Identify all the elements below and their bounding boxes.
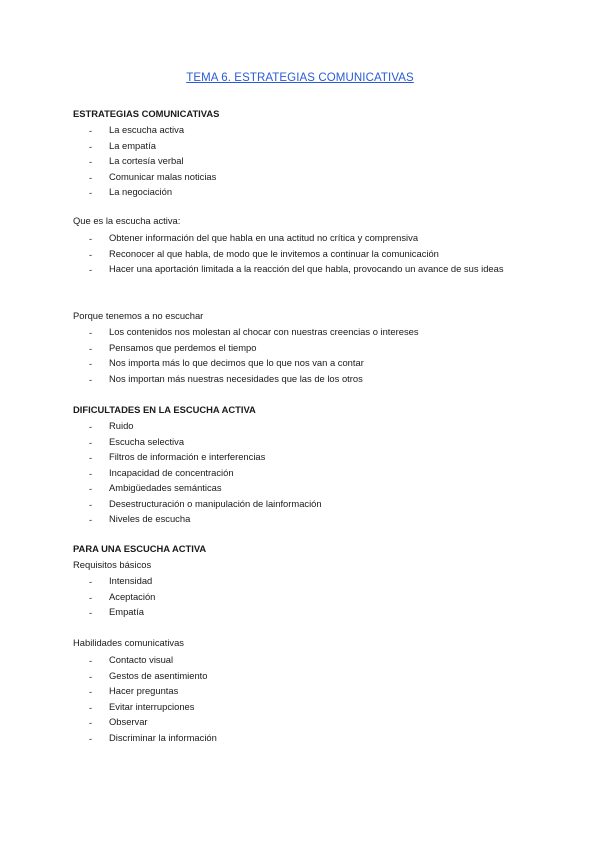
section-heading-dificultades: DIFICULTADES EN LA ESCUCHA ACTIVA [73, 404, 256, 415]
section-heading-porque: Porque tenemos a no escuchar [73, 310, 204, 321]
bullet-dash: - [89, 342, 93, 354]
list-item-text: Ambigüedades semánticas [109, 482, 222, 493]
bullet-dash: - [89, 171, 93, 183]
list-item [0, 374, 600, 390]
list-item-text: Comunicar malas noticias [109, 170, 217, 182]
bullet-dash: - [89, 436, 93, 448]
list-item-text: Desestructuración o manipulación de lainformación [109, 497, 322, 509]
list-item-text: Los contenidos nos molestan al chocar con nuestras creencias o intereses [109, 326, 419, 337]
list-item [0, 514, 600, 530]
bullet-dash: - [89, 125, 93, 136]
estrategias-list [0, 125, 600, 203]
list-item-text: Reconocer al que habla, de modo que le invitemos a continuar la comunicación [109, 247, 439, 259]
bullet-dash: - [89, 655, 93, 666]
bullet-dash: - [89, 187, 93, 198]
list-item-text: Ruido [109, 420, 134, 431]
bullet-dash: - [89, 591, 93, 603]
bullet-dash: - [89, 327, 93, 338]
list-item-text: Escucha selectiva [109, 435, 185, 447]
que-es-list [0, 233, 600, 295]
bullet-dash: - [89, 373, 93, 385]
bullet-dash: - [89, 452, 93, 463]
list-item [0, 264, 600, 295]
habilidades-list [0, 655, 600, 748]
requisitos-list [0, 576, 600, 623]
document-title: TEMA 6. ESTRATEGIAS COMUNICATIVAS [186, 72, 414, 84]
list-item-text: La cortesía verbal [109, 155, 184, 166]
section-heading-habilidades: Habilidades comunicativas [73, 637, 184, 648]
porque-list [0, 327, 600, 389]
list-item-text: Incapacidad de concentración [109, 466, 234, 478]
bullet-dash: - [89, 514, 93, 525]
list-item [0, 733, 600, 749]
bullet-dash: - [89, 498, 93, 510]
list-item-text: Obtener información del que habla en una actitud no crítica y comprensiva [109, 232, 419, 243]
dificultades-list [0, 421, 600, 530]
section-heading-estrategias: ESTRATEGIAS COMUNICATIVAS [73, 108, 220, 119]
list-item-text: Aceptación [109, 590, 156, 602]
section-heading-que-es: Que es la escucha activa: [73, 215, 181, 226]
list-item-text: Hacer preguntas [109, 685, 179, 696]
list-item-text: Nos importan más nuestras necesidades que las de los otros [109, 372, 363, 384]
bullet-dash: - [89, 607, 93, 618]
list-item-text: La empatía [109, 139, 156, 151]
list-item-text: Contacto visual [109, 654, 174, 665]
bullet-dash: - [89, 686, 93, 697]
subheading-requisitos: Requisitos básicos [73, 559, 152, 570]
list-item-text: Observar [109, 716, 148, 727]
list-item-text: Hacer una aportación limitada a la reacción del que habla, provocando un avance de sus ideas [109, 263, 504, 274]
bullet-dash: - [89, 701, 93, 713]
list-item-text: Filtros de información e interferencias [109, 451, 266, 462]
list-item-text: Evitar interrupciones [109, 700, 195, 712]
section-heading-para: PARA UNA ESCUCHA ACTIVA [73, 543, 207, 554]
bullet-dash: - [89, 233, 93, 244]
bullet-dash: - [89, 483, 93, 494]
bullet-dash: - [89, 248, 93, 260]
list-item-text: Intensidad [109, 575, 153, 586]
list-item-text: Nos importa más lo que decimos que lo que nos van a contar [109, 357, 364, 368]
bullet-dash: - [89, 467, 93, 479]
list-item-text: La escucha activa [109, 124, 185, 135]
list-item-text: Niveles de escucha [109, 513, 191, 524]
list-item-text: Empatía [109, 606, 144, 617]
list-item-text: Gestos de asentimiento [109, 669, 208, 681]
list-item [0, 607, 600, 623]
bullet-dash: - [89, 140, 93, 152]
list-item-text: Pensamos que perdemos el tiempo [109, 341, 257, 353]
bullet-dash: - [89, 732, 93, 744]
list-item-text: Discriminar la información [109, 731, 217, 743]
bullet-dash: - [89, 264, 93, 275]
bullet-dash: - [89, 670, 93, 682]
bullet-dash: - [89, 156, 93, 167]
bullet-dash: - [89, 576, 93, 587]
list-item [0, 187, 600, 203]
list-item-text: La negociación [109, 186, 173, 197]
bullet-dash: - [89, 421, 93, 432]
bullet-dash: - [89, 358, 93, 369]
bullet-dash: - [89, 717, 93, 728]
